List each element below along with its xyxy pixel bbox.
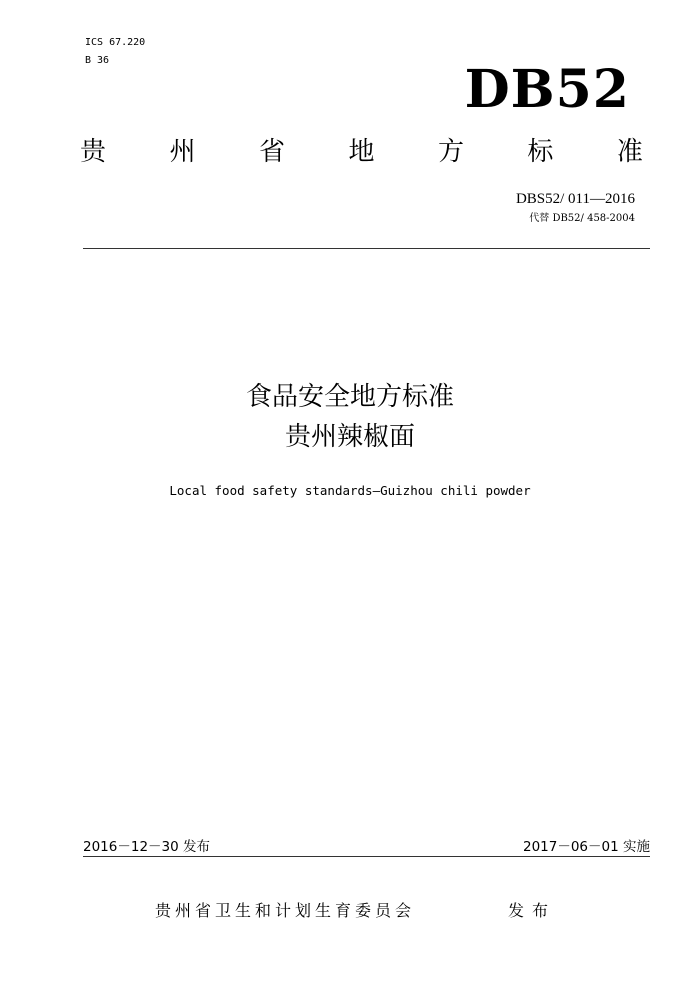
standard-logo: DB52: [464, 59, 630, 120]
header-divider: [83, 248, 650, 249]
standard-type-char: 贵: [80, 137, 107, 167]
issue-date: 2016－12－30 发布: [83, 839, 211, 855]
classification-code: B 36: [85, 55, 110, 66]
standard-type-char: 地: [348, 137, 375, 167]
replaces-standard: 代替 DB52/ 458-2004: [529, 213, 635, 224]
english-title: Local food safety standards—Guizhou chili powder: [169, 483, 531, 498]
document-subtitle: 贵州辣椒面: [284, 422, 415, 452]
standard-type-char: 州: [169, 137, 196, 167]
issuing-authority: 贵州省卫生和计划生育委员会: [155, 901, 416, 920]
standard-type-heading: [80, 132, 643, 172]
standard-type-char: 方: [437, 137, 464, 167]
standard-number: DBS52/ 011—2016: [515, 191, 635, 207]
standard-type-char: 省: [258, 137, 285, 167]
standard-type-char: 准: [616, 137, 643, 167]
footer-divider: [83, 856, 650, 857]
standard-type-char: 标: [527, 137, 554, 167]
issue-label: 发布: [508, 901, 557, 920]
ics-code: ICS 67.220: [85, 37, 146, 48]
document-title: 食品安全地方标准: [245, 382, 454, 412]
implementation-date: 2017－06－01 实施: [522, 839, 650, 855]
